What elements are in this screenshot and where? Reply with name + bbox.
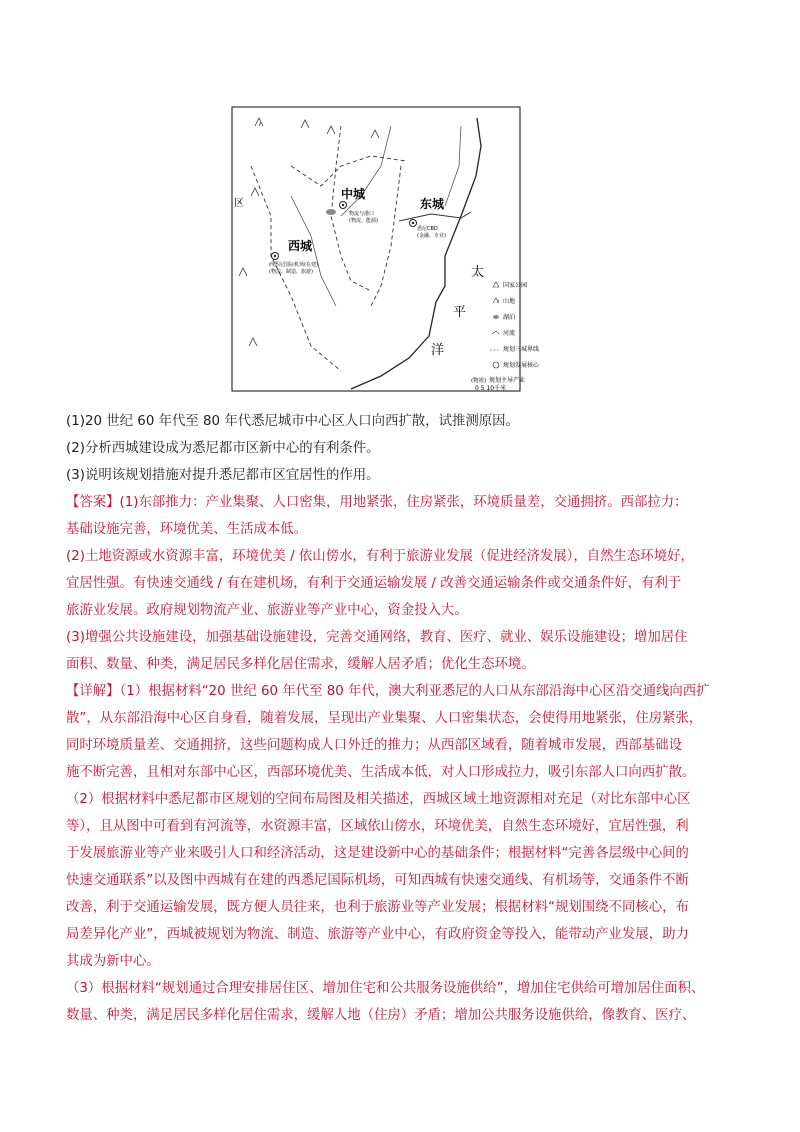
note-xicheng-2: (物流、制造、旅游) [269,269,313,275]
detail-line: 施不断完善，且相对东部中心区，西部环境优美、生活成本低，对人口形成拉力，吸引东部人口向西扩散。 [66,765,696,780]
label-xicheng: 西城 [288,239,313,253]
detail-line: 改善，利于交通运输发展，既方便人员往来，也利于旅游业等产业发展；根据材料“规划围绕不同核心，布 [66,900,689,915]
answer-line: 基础设施完善，环境优美、生活成本低。 [66,522,308,537]
detail-block [66,678,746,1029]
label-tai: 太 [471,265,485,280]
legend-scale: 0 5 10千米 [475,385,507,392]
label-zhongcheng: 中城 [341,187,366,201]
label-yang: 洋 [431,343,445,358]
detail-line: 局差异化产业”，西城被规划为物流、制造、旅游等产业中心，有政府资金等投入，能带动产业发展，助力 [66,927,689,942]
map-frame [232,107,520,391]
answer-line: (2)土地资源或水资源丰富，环境优美 / 依山傍水，有利于旅游业发展（促进经济发展），自然生态环境好， [66,549,694,564]
detail-line: （3）根据材料“规划通过合理安排居住区、增加住宅和公共服务设施供给”，增加住宅供给可增加居住面积、 [66,981,705,996]
note-dongcheng-1: 悉尼CBD [417,226,438,232]
legend-industry: 规划主导产业 [489,377,526,384]
question-3: (3)说明该规划措施对提升悉尼都市区宜居性的作用。 [66,468,380,483]
legend-lake: 湖泊 [503,314,516,321]
lake-icon [493,315,499,319]
question-1: (1)20 世纪 60 年代至 80 年代悉尼城市中心区人口向西扩散，试推测原因。 [66,414,519,429]
legend-river: 河流 [503,330,516,337]
answer-line: 旅游业发展。政府规划物流产业、旅游业等产业中心，资金投入大。 [66,603,468,618]
lake [326,209,336,215]
detail-line: 其成为新中心。 [66,954,160,969]
label-ping: 平 [453,305,467,320]
legend-park: 国家公园 [503,282,528,289]
label-qu: 区 [234,198,244,209]
legend-core: 规划发展核心 [503,362,540,369]
answer-line: 面积、数量、种类，满足居民多样化居住需求，缓解人居矛盾；优化生态环境。 [66,657,535,672]
detail-line: （2）根据材料中悉尼都市区规划的空间布局图及相关描述，西城区域土地资源相对充足（对比东部中心区 [66,792,691,807]
detail-line: 数量、种类，满足居民多样化居住需求，缓解人地（住房）矛盾；增加公共服务设施供给，像教育、医疗、 [66,1008,696,1023]
note-dongcheng-2: (金融、专业) [417,233,446,239]
questions [66,408,746,489]
question-2: (2)分析西城建设成为悉尼都市区新中心的有利条件。 [66,441,380,456]
note-zhongcheng-1: 物流与港口 [349,211,375,217]
legend-industry-prefix: (物流) [471,378,487,384]
note-zhongcheng-2: (物流、能源) [349,218,378,224]
answer-block [66,489,746,678]
answer-line: 【答案】(1)东部推力：产业集聚、人口密集，用地紧张，住房紧张，环境质量差，交通拥挤。西部拉力： [66,495,688,510]
detail-line: 等），且从图中可看到有河流等，水资源丰富，区域依山傍水，环境优美，自然生态环境好，宜居性强，利 [66,819,689,834]
detail-line: 于发展旅游业等产业来吸引人口和经济活动，这是建设新中心的基础条件；根据材料“完善各层级中心间的 [66,846,689,861]
label-dongcheng: 东城 [420,197,445,211]
detail-line: 散”，从东部沿海中心区自身看，随着发展，呈现出产业集聚、人口密集状态，会使得用地紧张，住房紧张， [66,711,703,726]
detail-line: 【详解】（1）根据材料“20 世纪 60 年代至 80 年代，澳大利亚悉尼的人口从东部沿海中心区沿交通线向西扩 [66,684,710,699]
detail-line: 快速交通联系”以及图中西城有在建的西悉尼国际机场，可知西城有快速交通线、有机场等，交通条件不断 [66,873,689,888]
answer-line: (3)增强公共设施建设，加强基础设施建设，完善交通网络，教育、医疗、就业、娱乐设施建设；增加居住 [66,630,688,645]
detail-line: 同时环境质量差、交通拥挤，这些问题构成人口外迁的推力；从西部区域看，随着城市发展，西部基础设 [66,738,682,753]
legend-mountain: 山地 [503,298,516,305]
legend-boundary: 规划三城界线 [503,346,540,353]
sydney-map [231,106,540,392]
note-xicheng-1: 西悉尼国际机场(在建) [269,262,318,268]
answer-line: 宜居性强。有快速交通线 / 有在建机场，有利于交通运输发展 / 改善交通运输条件或交通条件好，有利于 [66,576,682,591]
